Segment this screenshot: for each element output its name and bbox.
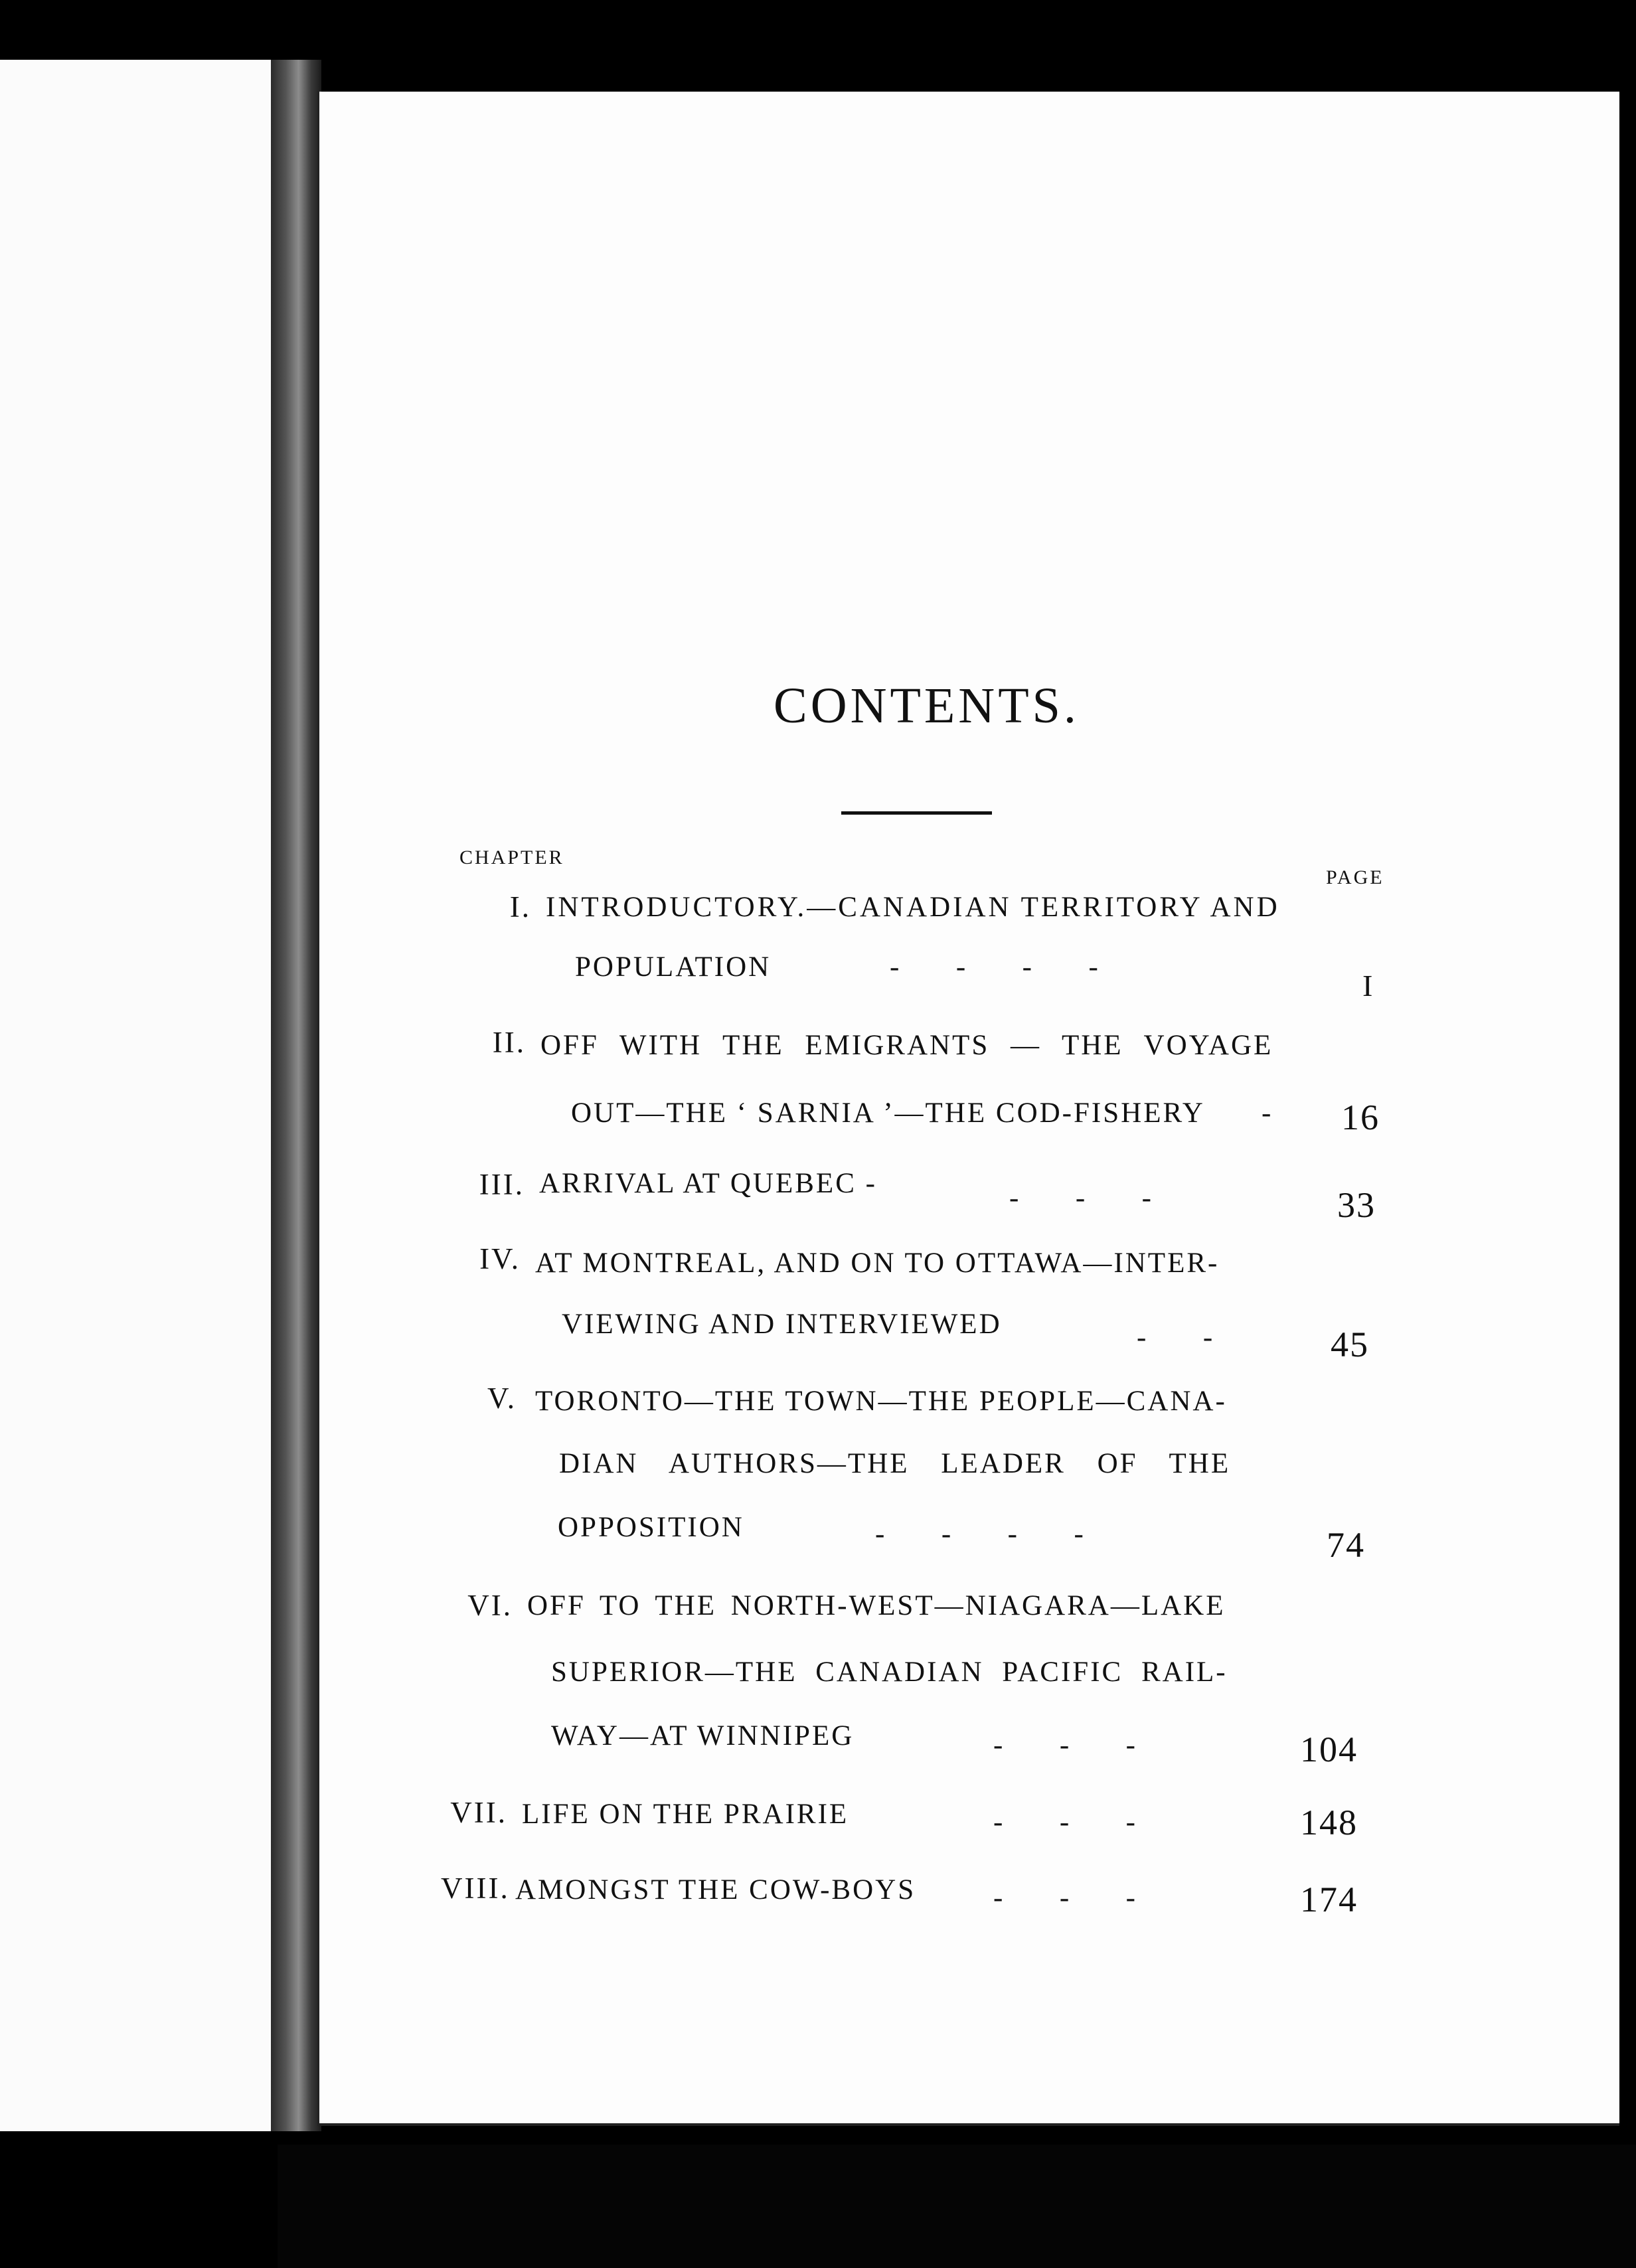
page-number: 16: [1341, 1097, 1380, 1137]
chapter-title-line: AMONGST THE COW-BOYS: [515, 1874, 916, 1905]
leader-dots: - - - -: [890, 951, 1100, 983]
book-gutter: [271, 60, 321, 2131]
page-header: PAGE: [1326, 866, 1384, 888]
chapter-number: I.: [509, 890, 531, 924]
chapter-title-line: OFF TO THE NORTH-WEST—NIAGARA—LAKE: [527, 1590, 1226, 1621]
leader-dots: - - - -: [875, 1518, 1086, 1550]
page-number: 148: [1300, 1803, 1358, 1842]
page-number: 33: [1337, 1185, 1376, 1225]
chapter-title-line: OFF WITH THE EMIGRANTS — THE VOYAGE: [540, 1030, 1273, 1061]
leader-dots: - - -: [993, 1882, 1137, 1913]
chapter-number: IV.: [479, 1242, 521, 1275]
leader-dots: - -: [1137, 1322, 1215, 1353]
page-number: 174: [1300, 1880, 1358, 1919]
chapter-title-line: ARRIVAL AT QUEBEC -: [539, 1168, 877, 1199]
chapter-number: II.: [492, 1026, 526, 1059]
chapter-header: CHAPTER: [459, 847, 564, 868]
chapter-number: VIII.: [441, 1872, 510, 1905]
chapter-number: VII.: [450, 1796, 507, 1829]
chapter-number: III.: [479, 1168, 525, 1201]
chapter-title-line: OPPOSITION: [558, 1512, 744, 1543]
left-page: [0, 60, 271, 2131]
page-title: CONTENTS.: [774, 678, 1080, 734]
chapter-title-line: DIAN AUTHORS—THE LEADER OF THE: [559, 1448, 1231, 1479]
chapter-title-line: WAY—AT WINNIPEG: [551, 1720, 855, 1751]
leader-dots: - - -: [993, 1807, 1137, 1838]
chapter-number: V.: [487, 1382, 517, 1415]
title-rule: [841, 811, 992, 815]
leader-dots: - - -: [993, 1730, 1137, 1761]
chapter-title-line: TORONTO—THE TOWN—THE PEOPLE—CANA-: [535, 1386, 1227, 1417]
chapter-title-line: VIEWING AND INTERVIEWED: [562, 1309, 1002, 1340]
page-number: I: [1362, 969, 1374, 1003]
chapter-title-line: LIFE ON THE PRAIRIE: [522, 1799, 849, 1830]
leader-dots: - - -: [1009, 1182, 1153, 1214]
chapter-title-line: SUPERIOR—THE CANADIAN PACIFIC RAIL-: [551, 1657, 1228, 1688]
chapter-title-line: POPULATION: [575, 951, 772, 983]
leader-dots: -: [1262, 1097, 1273, 1129]
chapter-title-line: OUT—THE ‘ SARNIA ’—THE COD-FISHERY: [571, 1097, 1205, 1129]
page-number: 104: [1300, 1730, 1358, 1769]
page-number: 45: [1331, 1325, 1369, 1364]
page-number: 74: [1327, 1525, 1365, 1565]
chapter-title-line: AT MONTREAL, AND ON TO OTTAWA—INTER-: [535, 1248, 1220, 1279]
scan-border: [278, 2145, 1636, 2268]
chapter-title-line: INTRODUCTORY.—CANADIAN TERRITORY AND: [546, 892, 1280, 923]
chapter-number: VI.: [467, 1589, 513, 1622]
